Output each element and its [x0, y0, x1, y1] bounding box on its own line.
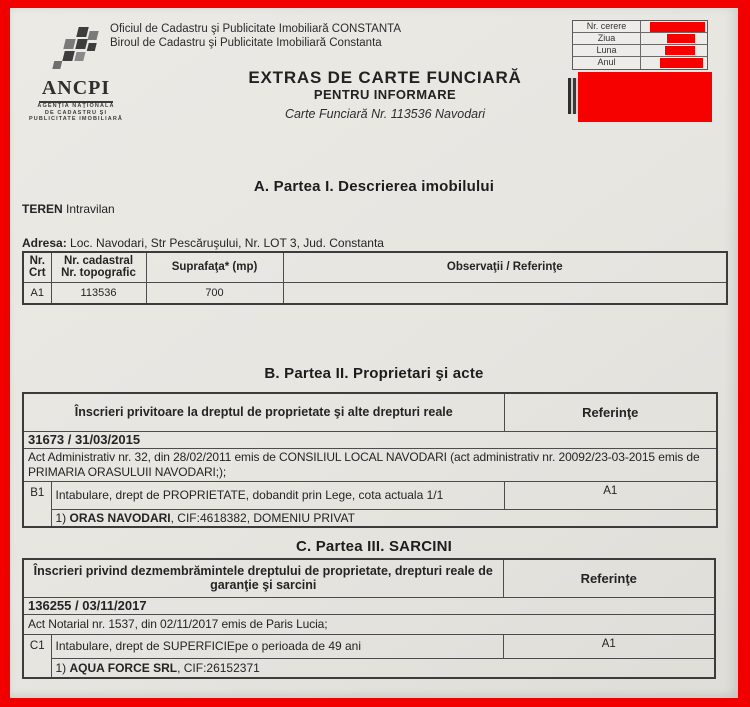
header-nr-crt: Nr. Crt — [23, 252, 51, 282]
nr-cerere-redaction-box — [650, 22, 705, 32]
imobil-table — [22, 251, 728, 305]
act-row-b — [23, 448, 717, 481]
cell-observatii — [283, 282, 727, 304]
anul-redaction-box — [660, 58, 703, 68]
ancpi-sub-line3: PUBLICITATE IMOBILIARĂ — [29, 116, 123, 122]
reference-c1: A1 — [503, 634, 715, 658]
header-nr-cadastral: Nr. cadastral Nr. topografic — [51, 252, 146, 282]
owner-c1 — [51, 658, 715, 678]
adresa-value: Loc. Navodari, Str Pescăruşului, Nr. LOT 3, Jud. Constanta — [70, 236, 384, 250]
ancpi-acronym: ANCPI — [39, 77, 113, 103]
adresa-line — [22, 236, 384, 250]
request-row-luna — [573, 45, 707, 57]
teren-value: Intravilan — [66, 202, 115, 216]
act-row-c — [23, 614, 715, 634]
luna-label: Luna — [573, 45, 641, 56]
entry-number-b: 31673 / 31/03/2015 — [23, 431, 717, 448]
document-subtitle: PENTRU INFORMARE — [313, 87, 457, 102]
imobil-table-header-row — [23, 252, 727, 282]
imobil-table-row-a1 — [23, 282, 727, 304]
owner-b1 — [51, 509, 717, 527]
section-b-title: B. Partea II. Proprietari şi acte — [264, 365, 484, 382]
sarcini-header-row — [23, 559, 715, 597]
owner-name-c1: AQUA FORCE SRL — [69, 660, 178, 675]
anul-value — [641, 57, 707, 69]
owner-row-b1 — [23, 509, 717, 527]
position-b1: B1 — [23, 481, 51, 527]
request-row-nr-cerere — [573, 21, 707, 33]
request-number-table — [572, 20, 708, 70]
entry-number-row-c — [23, 597, 715, 614]
header-inscrieri-c: Înscrieri privind dezmembrămintele dreptului de proprietate, drepturi reale de garanţie şi sarcini — [23, 559, 503, 597]
ziua-value — [641, 33, 707, 44]
header-referinte-c: Referinţe — [503, 559, 715, 597]
office-line-1: Oficiul de Cadastru şi Publicitate Imobiliară CONSTANTA — [110, 23, 402, 35]
section-a-title: A. Partea I. Descrierea imobilului — [253, 178, 495, 195]
entry-number-row-b — [23, 431, 717, 448]
ziua-label: Ziua — [573, 33, 641, 44]
teren-label: TEREN — [22, 202, 63, 216]
cell-nr-crt: A1 — [23, 282, 51, 304]
intabulare-row-b1 — [23, 481, 717, 509]
request-row-ziua — [573, 33, 707, 45]
sarcini-table — [22, 558, 716, 679]
cell-suprafata: 700 — [146, 282, 283, 304]
ancpi-sub-line1: AGENŢIA NAŢIONALĂ — [37, 103, 115, 109]
header-inscrieri-b: Înscrieri privitoare la dreptul de proprietate şi alte drepturi reale — [23, 393, 504, 431]
carte-funciara-number: Carte Funciară Nr. 113536 Navodari — [284, 107, 486, 121]
intabulare-row-c1 — [23, 634, 715, 658]
adresa-label: Adresa: — [22, 236, 67, 250]
act-text-b: Act Administrativ nr. 32, din 28/02/2011 emis de CONSILIUL LOCAL NAVODARI (act administrativ nr. 20092/23-03-2015 emis de PRIMARIA ORASULUII NAVODARI;); — [23, 448, 717, 481]
position-c1: C1 — [23, 634, 51, 678]
reference-b1: A1 — [504, 481, 717, 509]
office-line-2: Biroul de Cadastru şi Publicitate Imobiliară Constanta — [110, 37, 382, 49]
owner-row-c1 — [23, 658, 715, 678]
office-header — [110, 22, 401, 50]
act-text-c: Act Notarial nr. 1537, din 02/11/2017 emis de Paris Lucia; — [23, 614, 715, 634]
document-title: EXTRAS DE CARTE FUNCIARĂ — [248, 68, 522, 87]
ancpi-sub-line2: DE CADASTRU ŞI — [44, 109, 108, 116]
scanned-document-page — [10, 8, 738, 698]
proprietari-header-row — [23, 393, 717, 431]
inscription-c1: Intabulare, drept de SUPERFICIEpe o perioada de 49 ani — [51, 634, 503, 658]
entry-number-c: 136255 / 03/11/2017 — [23, 597, 715, 614]
header-referinte-b: Referinţe — [504, 393, 717, 431]
owner-rest-c1: , CIF:26152371 — [177, 660, 260, 675]
nr-cerere-label: Nr. cerere — [573, 21, 641, 32]
cell-cadastral: 113536 — [51, 282, 146, 304]
anul-label: Anul — [573, 57, 641, 69]
teren-line — [22, 202, 115, 216]
luna-value — [641, 45, 707, 56]
ziua-redaction-box — [667, 34, 695, 43]
nr-cerere-value — [641, 21, 707, 32]
inscription-b1: Intabulare, drept de PROPRIETATE, dobandit prin Lege, cota actuala 1/1 — [51, 481, 504, 509]
section-c-title: C. Partea III. SARCINI — [295, 538, 453, 555]
luna-redaction-box — [665, 46, 695, 55]
owner-prefix-b1: 1) — [55, 510, 67, 525]
owner-name-b1: ORAS NAVODARI — [69, 510, 171, 525]
proprietari-table — [22, 392, 718, 528]
owner-prefix-c1: 1) — [55, 660, 67, 675]
owner-rest-b1: , CIF:4618382, DOMENIU PRIVAT — [170, 510, 355, 525]
header-observatii: Observaţii / Referinţe — [283, 252, 727, 282]
ancpi-logo-icon — [49, 26, 103, 72]
header-suprafata: Suprafaţa* (mp) — [146, 252, 283, 282]
